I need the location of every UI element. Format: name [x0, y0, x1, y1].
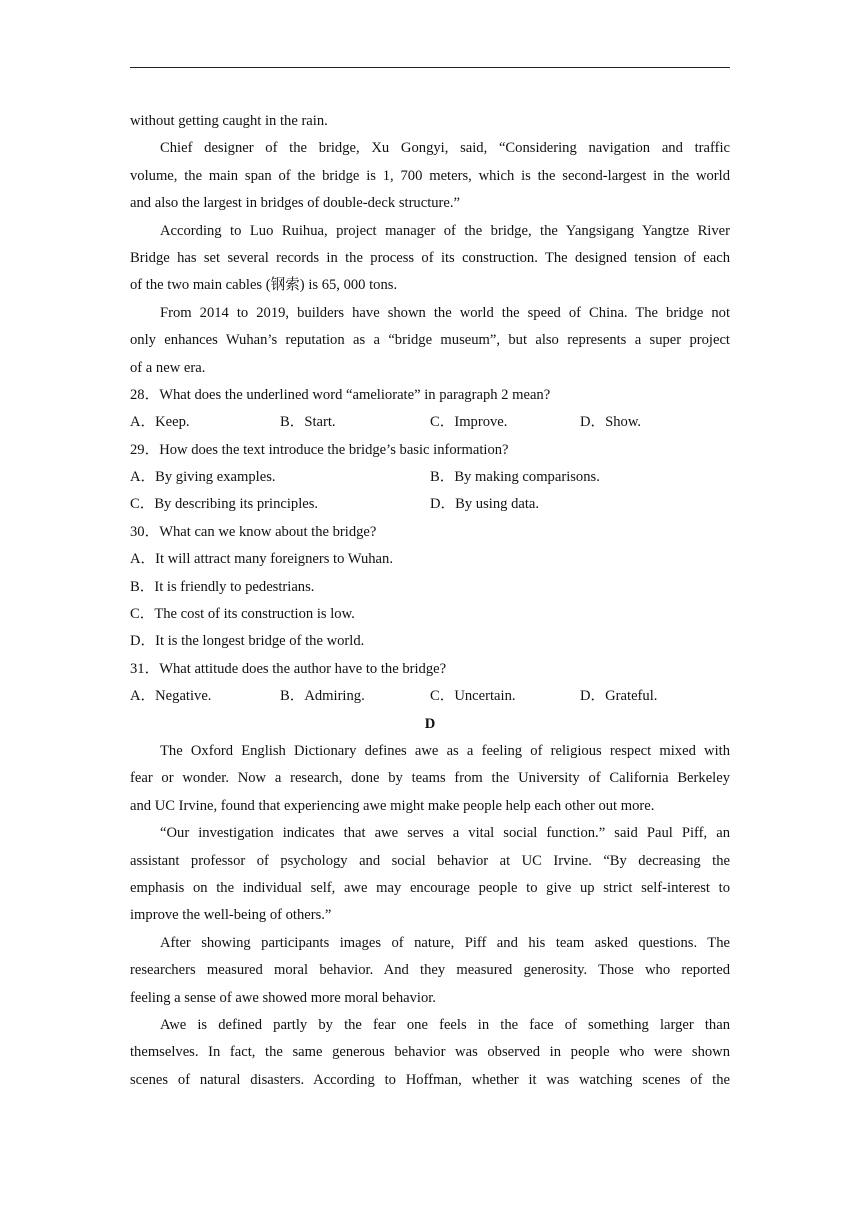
option-c: C．By describing its principles. [130, 496, 319, 513]
option-d: D．It is the longest bridge of the world. [130, 633, 365, 650]
options-row [130, 409, 730, 436]
option-a: A．Negative. [130, 688, 212, 705]
option-a: A．It will attract many foreigners to Wuhan. [130, 551, 393, 568]
paragraph-line: After showing participants images of nature, Piff and his team asked questions. The [160, 934, 730, 951]
paragraph-line: researchers measured moral behavior. And they measured generosity. Those who reported [130, 962, 730, 979]
paragraph-line: “Our investigation indicates that awe serves a vital social function.” said Paul Piff, an [160, 825, 730, 842]
option-b: B．Start. [280, 414, 336, 431]
option-a: A．Keep. [130, 414, 190, 431]
paragraph-line: Chief designer of the bridge, Xu Gongyi, said, “Considering navigation and traffic [160, 140, 730, 157]
paragraph-line: According to Luo Ruihua, project manager of the bridge, the Yangsigang Yangtze River [160, 222, 730, 239]
page-content [130, 108, 730, 1094]
option-d: D．Grateful. [580, 688, 658, 705]
paragraph-line: improve the well-being of others.” [130, 907, 332, 924]
paragraph-line: without getting caught in the rain. [130, 113, 328, 129]
passage-c-tail [130, 108, 730, 382]
option-c: C．Improve. [430, 414, 508, 431]
paragraph-line: The Oxford English Dictionary defines awe as a feeling of religious respect mixed with [160, 742, 730, 759]
paragraph-line: Awe is defined partly by the fear one feels in the face of something larger than [160, 1016, 730, 1033]
question-stem: 28．What does the underlined word “ameliorate” in paragraph 2 mean? [130, 386, 551, 403]
options-row [130, 683, 730, 710]
question-29 [130, 437, 730, 519]
paragraph-line: and UC Irvine, found that experiencing awe might make people help each other out more. [130, 797, 655, 814]
question-stem: 30．What can we know about the bridge? [130, 523, 377, 540]
header-rule [130, 67, 730, 68]
paragraph-line: themselves. In fact, the same generous behavior was observed in people who were shown [130, 1044, 730, 1061]
question-30 [130, 519, 730, 656]
options-row [130, 491, 730, 518]
paragraph-line: of a new era. [130, 359, 206, 376]
question-31 [130, 656, 730, 711]
option-b: B．Admiring. [280, 688, 365, 705]
option-b: B．By making comparisons. [430, 469, 600, 486]
option-d: D．By using data. [430, 496, 540, 513]
paragraph-line: emphasis on the individual self, awe may encourage people to give up strict self-interest to [130, 879, 730, 896]
section-heading: D [424, 715, 436, 732]
option-c: C．Uncertain. [430, 688, 516, 705]
paragraph-line: and also the largest in bridges of double-deck structure.” [130, 195, 461, 212]
question-stem: 31．What attitude does the author have to the bridge? [130, 660, 447, 677]
option-d: D．Show. [580, 414, 642, 431]
paragraph-line: of the two main cables (钢索) is 65, 000 tons. [130, 277, 398, 294]
paragraph-line: fear or wonder. Now a research, done by teams from the University of California Berkeley [130, 770, 730, 787]
paragraph-line: scenes of natural disasters. According to Hoffman, whether it was watching scenes of the [130, 1071, 730, 1088]
paragraph-line: From 2014 to 2019, builders have shown the world the speed of China. The bridge not [160, 304, 730, 321]
paragraph-line: volume, the main span of the bridge is 1, 700 meters, which is the second-largest in the world [130, 167, 730, 184]
option-a: A．By giving examples. [130, 469, 276, 486]
paragraph-line: assistant professor of psychology and social behavior at UC Irvine. “By decreasing the [130, 852, 730, 869]
question-28 [130, 382, 730, 437]
options-row [130, 464, 730, 491]
paragraph-line: only enhances Wuhan’s reputation as a “bridge museum”, but also represents a super project [130, 332, 730, 349]
question-stem: 29．How does the text introduce the bridge’s basic information? [130, 441, 509, 458]
passage-d [130, 738, 730, 1094]
option-b: B．It is friendly to pedestrians. [130, 578, 315, 595]
paragraph-line: Bridge has set several records in the process of its construction. The designed tension of each [130, 249, 730, 266]
paragraph-line: feeling a sense of awe showed more moral behavior. [130, 989, 436, 1006]
option-c: C．The cost of its construction is low. [130, 606, 355, 623]
